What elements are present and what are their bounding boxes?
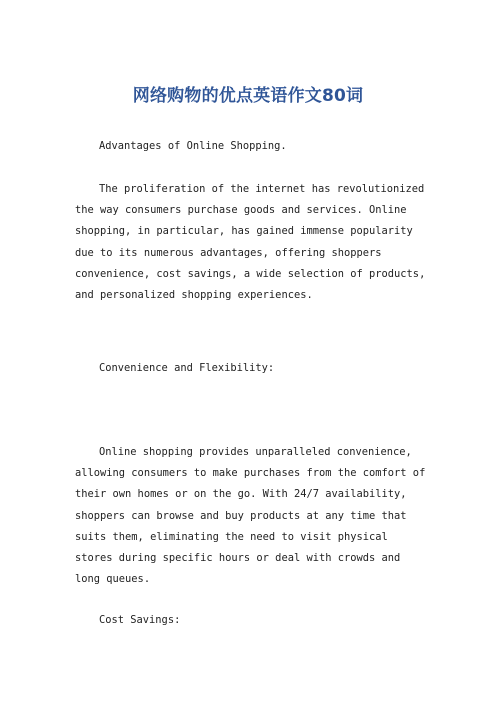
essay-heading: Advantages of Online Shopping. (99, 140, 287, 152)
convenience-paragraph: Online shopping provides unparalleled convenience, allowing consumers to make purchases from the comfort of their own homes or on the go. With 24/7 availability, shoppers can browse and buy products at any time that suits them, eliminating the need to visit physical stores during specific hours or deal with crowds and long queues. (75, 446, 426, 586)
section-heading-convenience: Convenience and Flexibility: (99, 362, 275, 374)
section-heading-cost-savings: Cost Savings: (99, 614, 181, 626)
intro-paragraph: The proliferation of the internet has revolutionized the way consumers purchase goods and services. Online shopping, in particular, has gained immense popularity due to its numerous advantages, offering shoppers convenience, cost savings, a wide selection of products, and personalized shopping experiences. (75, 183, 426, 302)
document-title: 网络购物的优点英语作文80词 (132, 86, 364, 106)
